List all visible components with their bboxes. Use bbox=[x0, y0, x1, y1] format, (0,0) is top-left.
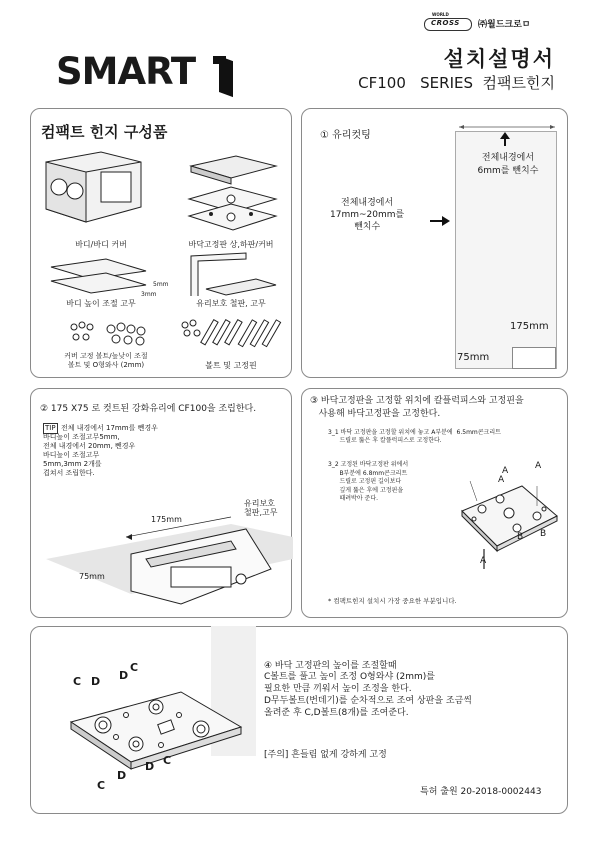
label-a-4: A bbox=[480, 556, 487, 566]
component-label-bolts-pins: 볼트 및 고정핀 bbox=[205, 361, 257, 370]
step2-dim-75: 75mm bbox=[79, 572, 105, 581]
label-c-2: C bbox=[130, 661, 139, 674]
step3-sub2: 3_2 고정된 바닥고정판 위에서 B부분에 6.8mm콘크리트 드릴로 고정핀 길이보다 깊게 뚫은 후에 고정핀을 때려박아 준다. bbox=[328, 461, 409, 502]
step1-dim-75: 75mm bbox=[457, 352, 490, 363]
brand-small-text: WORLD bbox=[432, 12, 449, 17]
step2-title: ② 175 X75 로 컷트된 강화유리에 CF100을 조립한다. bbox=[40, 404, 257, 414]
label-d-3: D bbox=[117, 769, 127, 782]
patent-number: 특허 출원 20-2018-0002443 bbox=[420, 787, 542, 797]
step2-panel bbox=[30, 388, 292, 618]
step4-body: C볼트를 풀고 높이 조정 O형와샤 (2mm)를 필요한 만큼 끼워서 높이 조정을 한다. D무두볼트(번데기)를 순차적으로 조여 상판을 조금씩 올려준 후 C,D볼트(8개)를 조여준다. bbox=[264, 672, 472, 718]
tip-text: 전체 내경에서 17mm를 뺀경우 바디높이 조절고무5mm, 전체 내경에서 20mm, 뺀경우 바디높이 조절고무 5mm,3mm 2개를 겹쳐서 조립한다. bbox=[43, 424, 158, 477]
floor-plate-illustration bbox=[181, 154, 281, 239]
component-label-cover-bolts: 커버 고정 볼트/높낮이 조절 볼트 및 O형와사 (2mm) bbox=[64, 352, 148, 369]
label-d-4: D bbox=[145, 760, 155, 773]
component-label-rubber: 바디 높이 조절 고무 bbox=[66, 299, 136, 308]
label-c-4: C bbox=[163, 754, 172, 767]
rubber-strip-illustration bbox=[46, 259, 156, 299]
label-d-2: D bbox=[119, 669, 129, 682]
step1-title: ① 유리컷팅 bbox=[320, 130, 371, 141]
step1-left-note: 전체내경에서 17mm~20mm를 뺀치수 bbox=[330, 198, 405, 232]
arrow-up-icon bbox=[500, 132, 510, 146]
top-dimension-line bbox=[459, 123, 555, 131]
step3-note: * 컴팩트힌지 설치시 가장 중요한 부분입니다. bbox=[328, 597, 457, 605]
height-adjust-illustration bbox=[61, 667, 251, 777]
component-label-glass-protector: 유리보호 철판, 고무 bbox=[196, 299, 266, 308]
components-title: 컴팩트 힌지 구성품 bbox=[41, 123, 168, 141]
logo-mark-icon bbox=[213, 56, 233, 92]
cutout-box bbox=[512, 347, 556, 369]
step4-title: ④ 바닥 고정판의 높이를 조절할때 bbox=[264, 661, 397, 671]
bolts-pins-illustration bbox=[179, 315, 284, 353]
world-cross-logo bbox=[418, 14, 476, 30]
components-panel bbox=[30, 108, 292, 378]
label-a-3: A bbox=[535, 461, 542, 471]
tip-badge: TIP bbox=[45, 424, 56, 432]
company-name: ㈜월드크로ㅁ bbox=[478, 20, 531, 30]
step4-panel bbox=[30, 626, 568, 814]
label-a-2: A bbox=[498, 475, 505, 485]
label-b-1: B bbox=[517, 532, 524, 542]
floor-plate-install-illustration bbox=[452, 461, 562, 571]
label-b-2: B bbox=[540, 529, 547, 539]
smart-logo: SMART bbox=[56, 50, 196, 93]
step2-dim-175: 175mm bbox=[151, 515, 182, 524]
label-c-3: C bbox=[97, 779, 106, 792]
step3-panel bbox=[301, 388, 568, 618]
step4-warning: [주의] 흔들림 없게 강하게 고정 bbox=[264, 750, 387, 760]
step1-top-note: 전체내경에서 6mm를 뺀치수 bbox=[477, 153, 539, 176]
body-illustration bbox=[41, 147, 151, 237]
step2-callout: 유리보호 철판,고무 bbox=[244, 499, 278, 517]
step3-sub1: 3_1 바닥 고정판을 고정할 위치에 놓고 A부분에 6.5mm콘크리트 드릴로 뚫은 후 칼플럭피스로 고정한다. bbox=[328, 429, 501, 444]
component-label-body: 바디/바디 커버 bbox=[75, 240, 127, 249]
step3-title: ③ 바닥고정판을 고정할 위치에 칼플럭피스와 고정핀을 사용해 바닥고정판을 고정한다. bbox=[310, 396, 524, 419]
brand-cross-text: CROSS bbox=[431, 19, 460, 27]
cover-bolts-illustration bbox=[66, 319, 156, 347]
arrow-right-icon bbox=[430, 216, 450, 226]
dimension-5mm: 5mm bbox=[153, 281, 169, 288]
dimension-3mm: 3mm bbox=[141, 291, 157, 298]
step1-dim-175: 175mm bbox=[510, 321, 549, 332]
label-c-1: C bbox=[73, 675, 82, 688]
label-d-1: D bbox=[91, 675, 101, 688]
label-a-1: A bbox=[502, 466, 509, 476]
glass-protector-illustration bbox=[186, 251, 281, 301]
step1-panel bbox=[301, 108, 568, 378]
document-title: 설치설명서 bbox=[443, 47, 555, 71]
document-subtitle: CF100 SERIES 컴팩트힌지 bbox=[358, 74, 555, 92]
component-label-floor-plate: 바닥고정판 상,하판/커버 bbox=[188, 240, 274, 249]
